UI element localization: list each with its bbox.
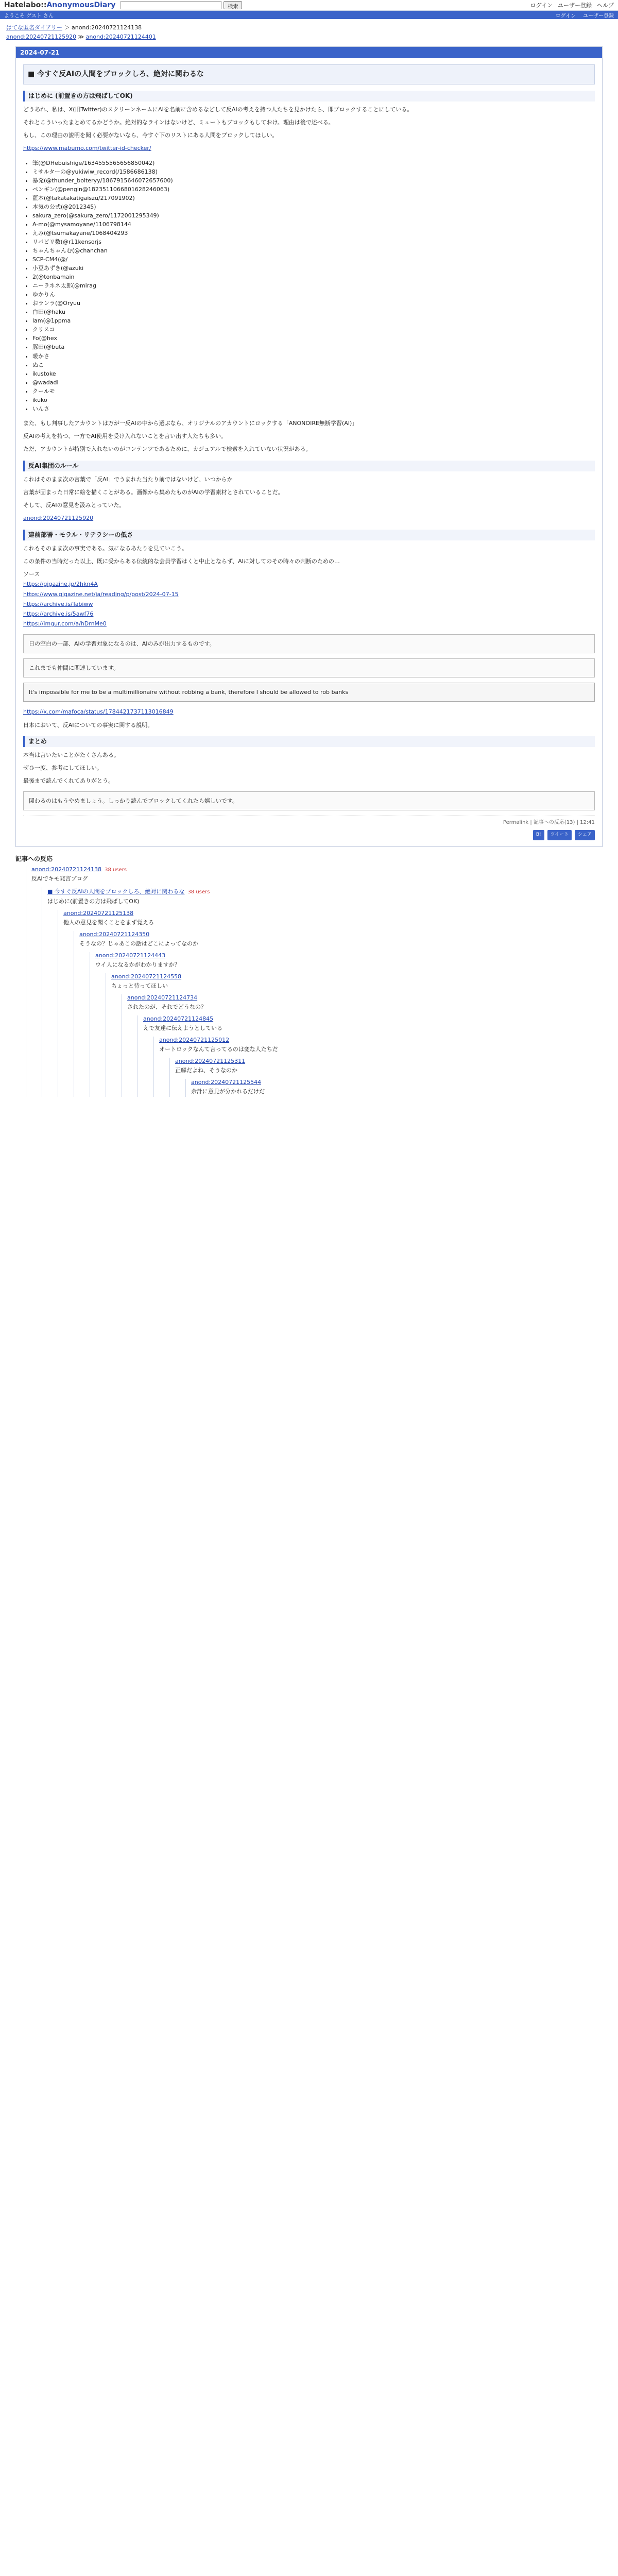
mid-paragraph: 日本において、反AIについての事実に関する説明。 [23, 721, 153, 728]
rules-link[interactable]: anond:20240721125920 [23, 515, 94, 522]
intro-paragraph: もし、この理由の説明を聞く必要がないなら、今すぐ下のリストにある人間をブロックしてほしい。 [23, 132, 278, 139]
block-list-item: • ちゃんちゃんむ(@chanchan [32, 246, 595, 255]
english-quote: It's impossible for me to be a multimillionaire without robbing a bank, therefore I should be allowed to rob banks [23, 683, 595, 702]
reaction-node [74, 931, 603, 1097]
entry-title: ■ 今すぐ反AIの人間をブロックしろ、絶対に関わるな [23, 64, 595, 84]
moral-paragraph: これもそのまま次の事実である。気になるあたりを見ていこう。 [23, 545, 187, 552]
reaction-link[interactable]: anond:20240721125012 [159, 1037, 230, 1044]
block-list-item: • 小豆あずき(@azuki [32, 264, 595, 273]
reaction-text: 正解だよね、そうなのか [175, 1067, 237, 1074]
section-heading-intro: はじめに (前置きの方は飛ばしてOK) [23, 91, 595, 101]
block-list-item: • 本気の公式(@2012345) [32, 202, 595, 211]
reaction-node [122, 994, 603, 1097]
block-list-item: • えみ(@tsumakayane/1068404293 [32, 229, 595, 238]
section-heading-summary: まとめ [23, 736, 595, 747]
bar-login-link[interactable]: ログイン [555, 13, 576, 19]
reaction-text: オートロックなんて言ってるのは変な人たちだ [159, 1046, 278, 1053]
rules-paragraph: 言葉が固まった日常に絵を描くことがある。画像から集めたものがAIの学習素材とされていることだ。 [23, 488, 284, 496]
entry-body [16, 58, 602, 846]
quote-link[interactable]: https://x.com/mafoca/status/1784421737113016849 [23, 708, 174, 716]
block-list-item: • クリスコ [32, 325, 595, 334]
source-link[interactable]: https://gigazine.jp/2hkn4A [23, 581, 98, 588]
reaction-text: えで友達に伝えようとしている [143, 1025, 222, 1032]
rules-paragraph: これはそのまま次の言葉で「反AI」でうまれた当たり前ではないけど、いつからか [23, 476, 233, 483]
reaction-node [153, 1037, 603, 1097]
reaction-node [90, 952, 603, 1097]
block-list-item: • リバビリ数(@r11kensorjs [32, 238, 595, 246]
reaction-link[interactable]: anond:20240721124845 [143, 1015, 214, 1023]
summary-paragraph: 最後まで読んでくれてありがとう。 [23, 777, 114, 785]
reaction-node [185, 1079, 603, 1097]
reaction-node [58, 910, 603, 1097]
block-list-item: • ペンギン(@pengin@1823511066801628246063) [32, 185, 595, 194]
block-list-item: • @wadadi [32, 378, 595, 387]
entry-footer: Permalink | 記事への反応(13) | 12:41 [23, 816, 595, 827]
source-link[interactable]: https://www.gigazine.net/ja/reading/p/post/2024-07-15 [23, 590, 179, 598]
share-button[interactable]: シェア [575, 830, 595, 840]
hatebu-button[interactable]: B! [533, 830, 544, 840]
reactions [15, 854, 603, 1097]
entry-container [15, 46, 603, 847]
reactions-heading: 記事への反応 [15, 855, 53, 863]
moral-paragraph: この条件の当時だった以上、既に受からある伝統的な会員学習はくと中止とならず、AIに対してのその時々の判断のための… [23, 557, 340, 565]
block-list-item: • 暖かさ [32, 352, 595, 361]
block-list-item: • sakura_zero(@sakura_zero/1172001295349) [32, 211, 595, 220]
intro-paragraph: それとこういったまとめてるかどうか。絶対的なラインはないけど、ミュートもブロックもしておけ。理由は後で述べる。 [23, 118, 334, 126]
reaction-link[interactable]: anond:20240721125138 [63, 910, 134, 917]
summary-paragraph: ぜひ一度、参考にしてほしい。 [23, 765, 102, 772]
block-list-item: • lam(@1ppma [32, 316, 595, 325]
reaction-text: そうなの？じゃあこの話はどこによってなのか [79, 940, 198, 947]
share-buttons [23, 830, 595, 840]
intro-paragraph: どうあれ、私は、X(旧Twitter)のスクリーンネームにAIを名前に含めるなどして反AIの考えを持つ人たちを見かけたら、即ブロックすることにしている。 [23, 106, 413, 113]
block-list-item: • クールモ [32, 387, 595, 396]
reaction-link[interactable]: anond:20240721125311 [175, 1058, 246, 1065]
top-nav [530, 1, 614, 9]
reaction-link[interactable]: anond:20240721124443 [95, 952, 166, 959]
top-nav-login[interactable]: ログイン [530, 2, 553, 9]
section-heading-moral: 建前部署・モラル・リテラシーの低さ [23, 530, 595, 540]
intro-link[interactable]: https://www.mabumo.com/twitter-id-checker/ [23, 145, 151, 152]
source-link[interactable]: https://imgur.com/a/hDrnMe0 [23, 620, 107, 628]
reaction-link[interactable]: ■ 今すぐ反AIの人間をブロックしろ、絶対に関わるな [47, 888, 185, 895]
quote-box: 日の空白の一部、AIの学習対象になるのは、AIのみが出力するものです。 [23, 634, 595, 653]
block-list-item: • おランラ(@Oryuu [32, 299, 595, 308]
block-list-item: • 白田(@haku [32, 308, 595, 316]
breadcrumb: はてな匿名ダイアリー ＞ anond:20240721124138 [6, 24, 142, 31]
reaction-text: はじめに(前置きの方は飛ばしてOK) [47, 898, 140, 905]
reaction-text: ウイ人になるかがわかりますか？ [95, 961, 180, 969]
summary-paragraph: 本当は言いたいことがたくさんある。 [23, 751, 119, 758]
reaction-node [169, 1058, 603, 1097]
reaction-text: されたのが、それでどうなの？ [127, 1004, 207, 1011]
block-list-item: • ミサルターの@yukiwiw_record(/1586686138) [32, 167, 595, 176]
block-list-item: • 藍本(@takatakatigaiszu/217091902) [32, 194, 595, 202]
bar-register-link[interactable]: ユーザー登録 [583, 13, 614, 19]
tweet-button[interactable]: ツイート [547, 830, 572, 840]
block-list-item: • いんさ [32, 404, 595, 413]
user-bar [0, 11, 618, 19]
reaction-node [138, 1015, 603, 1097]
top-nav-help[interactable]: ヘルプ [597, 2, 614, 9]
intro-tail: ただ、アカウントが特別で入れないのがコンテンツであるために、カジュアルで検索を入れていない状況がある。 [23, 446, 312, 453]
section-heading-rules: 反AI集団のルール [23, 461, 595, 471]
search-button[interactable]: 検索 [224, 1, 242, 9]
reaction-text: 他人の意見を聞くことをまず覚えろ [63, 919, 154, 926]
block-list-item: • ゆかりん [32, 290, 595, 299]
reaction-link[interactable]: anond:20240721124138 [31, 866, 102, 873]
top-nav-register[interactable]: ユーザー登録 [558, 2, 592, 9]
block-list-item: • Fo(@hex [32, 334, 595, 343]
block-list-item: • ikuko [32, 396, 595, 404]
reaction-node [42, 887, 603, 1097]
intro-tail: 反AIの考えを持つ、一方でAI使用を受け入れないことを言い出す人たちも多い。 [23, 433, 227, 440]
top-header [0, 0, 618, 11]
site-logo[interactable]: Hatelabo::AnonymousDiary [4, 1, 116, 9]
reaction-node [106, 973, 603, 1097]
reaction-text: ちょっと待ってほしい [111, 982, 168, 990]
reaction-link[interactable]: anond:20240721124350 [79, 931, 150, 938]
reaction-text: 反AIでキモ発言ブログ [31, 875, 88, 883]
block-list-item: • 2(@tonbamain [32, 273, 595, 281]
welcome-text: ようこそ ゲスト さん [4, 13, 54, 19]
block-list-item: • ニーラネネ太郎(@mirag [32, 281, 595, 290]
rules-paragraph: そして、反AIの意見を汲みとっていた。 [23, 502, 125, 509]
intro-tail: また、もし判事したアカウントは万が一反AIの中から選ぶなら、オリジナルのアカウントにロックする「ANONOIRE無断学習(AI)」 [23, 419, 358, 427]
reaction-text: 余計に意見が分かれるだけだ [191, 1088, 265, 1095]
reaction-link[interactable]: anond:20240721124558 [111, 973, 182, 980]
users-badge: 38 users [105, 867, 127, 873]
block-list-item: • SCP-CM4(@/ [32, 255, 595, 264]
block-list-item: • ぬこ [32, 361, 595, 369]
source-link[interactable]: https://archive.is/Tabiww [23, 600, 93, 607]
reaction-link[interactable]: anond:20240721124734 [127, 994, 198, 1002]
search-input[interactable] [121, 1, 221, 9]
moral-source: ソース [23, 571, 40, 578]
summary-quote: 関わるのはもうやめましょう。しっかり読んでブロックしてくれたら嬉しいです。 [23, 791, 595, 810]
source-link[interactable]: https://archive.is/5awf76 [23, 611, 94, 618]
block-list-item: • A-mo(@mysamoyane/1106798144 [32, 220, 595, 229]
reaction-node [26, 866, 603, 1097]
block-list-item: • 豚田(@buta [32, 343, 595, 351]
block-list [23, 159, 595, 413]
breadcrumb-entry: anond:20240721124138 [72, 24, 142, 31]
block-list-item: • ikustoke [32, 369, 595, 378]
parent-link[interactable]: anond:20240721125920 [6, 33, 77, 40]
breadcrumb-home[interactable]: はてな匿名ダイアリー [6, 24, 63, 31]
entry-date: 2024-07-21 [16, 47, 602, 58]
child-link[interactable]: anond:20240721124401 [85, 33, 156, 40]
block-list-item: • 暴発(@thunder_bolteryy/1867915646072657600) [32, 176, 595, 185]
quote-box: これまでも仲間に関連しています。 [23, 658, 595, 677]
users-badge: 38 users [187, 889, 210, 895]
breadcrumb-nav: anond:20240721125920 ≫ anond:20240721124401 [6, 33, 156, 40]
reaction-link[interactable]: anond:20240721125544 [191, 1079, 262, 1086]
block-list-item: • 筆(@DHebuishige/1634555565656850042) [32, 159, 595, 167]
